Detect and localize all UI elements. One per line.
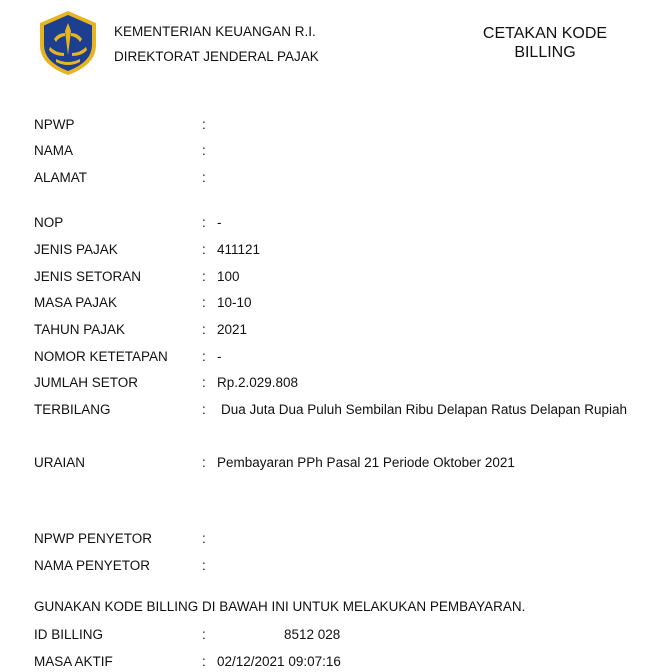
tahun-pajak-label: TAHUN PAJAK — [34, 322, 126, 337]
terbilang-value: Dua Juta Dua Puluh Sembilan Ribu Delapan Ratus Delapan Rupiah — [221, 402, 628, 417]
uraian-label: URAIAN — [34, 455, 86, 470]
alamat-label: ALAMAT — [34, 170, 88, 185]
id-billing-label: ID BILLING — [34, 627, 104, 642]
terbilang-label: TERBILANG — [34, 402, 111, 417]
jenis-pajak-label: JENIS PAJAK — [34, 242, 118, 257]
jumlah-setor-label: JUMLAH SETOR — [34, 375, 139, 390]
nomor-ketetapan-colon: : — [202, 349, 206, 364]
masa-aktif-label: MASA AKTIF — [34, 654, 113, 669]
uraian-colon: : — [202, 455, 206, 470]
nop-colon: : — [202, 215, 206, 230]
masa-aktif-value: 02/12/2021 09:07:16 — [217, 654, 341, 669]
alamat-colon: : — [202, 170, 206, 185]
jenis-setoran-label: JENIS SETORAN — [34, 269, 142, 284]
jenis-setoran-colon: : — [202, 269, 206, 284]
document-title — [470, 24, 620, 62]
masa-pajak-colon: : — [202, 295, 206, 310]
masa-pajak-label: MASA PAJAK — [34, 295, 118, 310]
npwp-penyetor-colon: : — [202, 531, 206, 546]
nama-penyetor-label: NAMA PENYETOR — [34, 558, 151, 573]
payment-notice: GUNAKAN KODE BILLING DI BAWAH INI UNTUK MELAKUKAN PEMBAYARAN. — [34, 599, 526, 614]
jenis-pajak-value: 411121 — [217, 242, 261, 257]
jenis-pajak-colon: : — [202, 242, 206, 257]
npwp-penyetor-label: NPWP PENYETOR — [34, 531, 153, 546]
uraian-value: Pembayaran PPh Pasal 21 Periode Oktober 2021 — [217, 455, 515, 470]
directorate-name: DIREKTORAT JENDERAL PAJAK — [114, 49, 319, 64]
masa-aktif-colon: : — [202, 654, 206, 669]
masa-pajak-value: 10-10 — [217, 295, 252, 310]
jenis-setoran-value: 100 — [217, 269, 240, 284]
npwp-label: NPWP — [34, 117, 75, 132]
id-billing-colon: : — [202, 627, 206, 642]
nama-penyetor-colon: : — [202, 558, 206, 573]
document-title-line1: CETAKAN KODE — [482, 25, 608, 42]
jumlah-setor-colon: : — [202, 375, 206, 390]
kemenkeu-logo-icon — [34, 9, 102, 77]
nop-value: - — [217, 215, 222, 230]
tahun-pajak-colon: : — [202, 322, 206, 337]
nomor-ketetapan-label: NOMOR KETETAPAN — [34, 349, 168, 364]
tahun-pajak-value: 2021 — [217, 322, 248, 337]
terbilang-colon: : — [202, 402, 206, 417]
nomor-ketetapan-value: - — [217, 349, 222, 364]
nop-label: NOP — [34, 215, 64, 230]
nama-colon: : — [202, 143, 206, 158]
document-title-line2: BILLING — [514, 44, 576, 61]
org-name: KEMENTERIAN KEUANGAN R.I. — [114, 24, 316, 39]
jumlah-setor-value: Rp.2.029.808 — [217, 375, 299, 390]
npwp-colon: : — [202, 117, 206, 132]
nama-label: NAMA — [34, 143, 74, 158]
id-billing-value: 8512 028 — [284, 627, 341, 642]
